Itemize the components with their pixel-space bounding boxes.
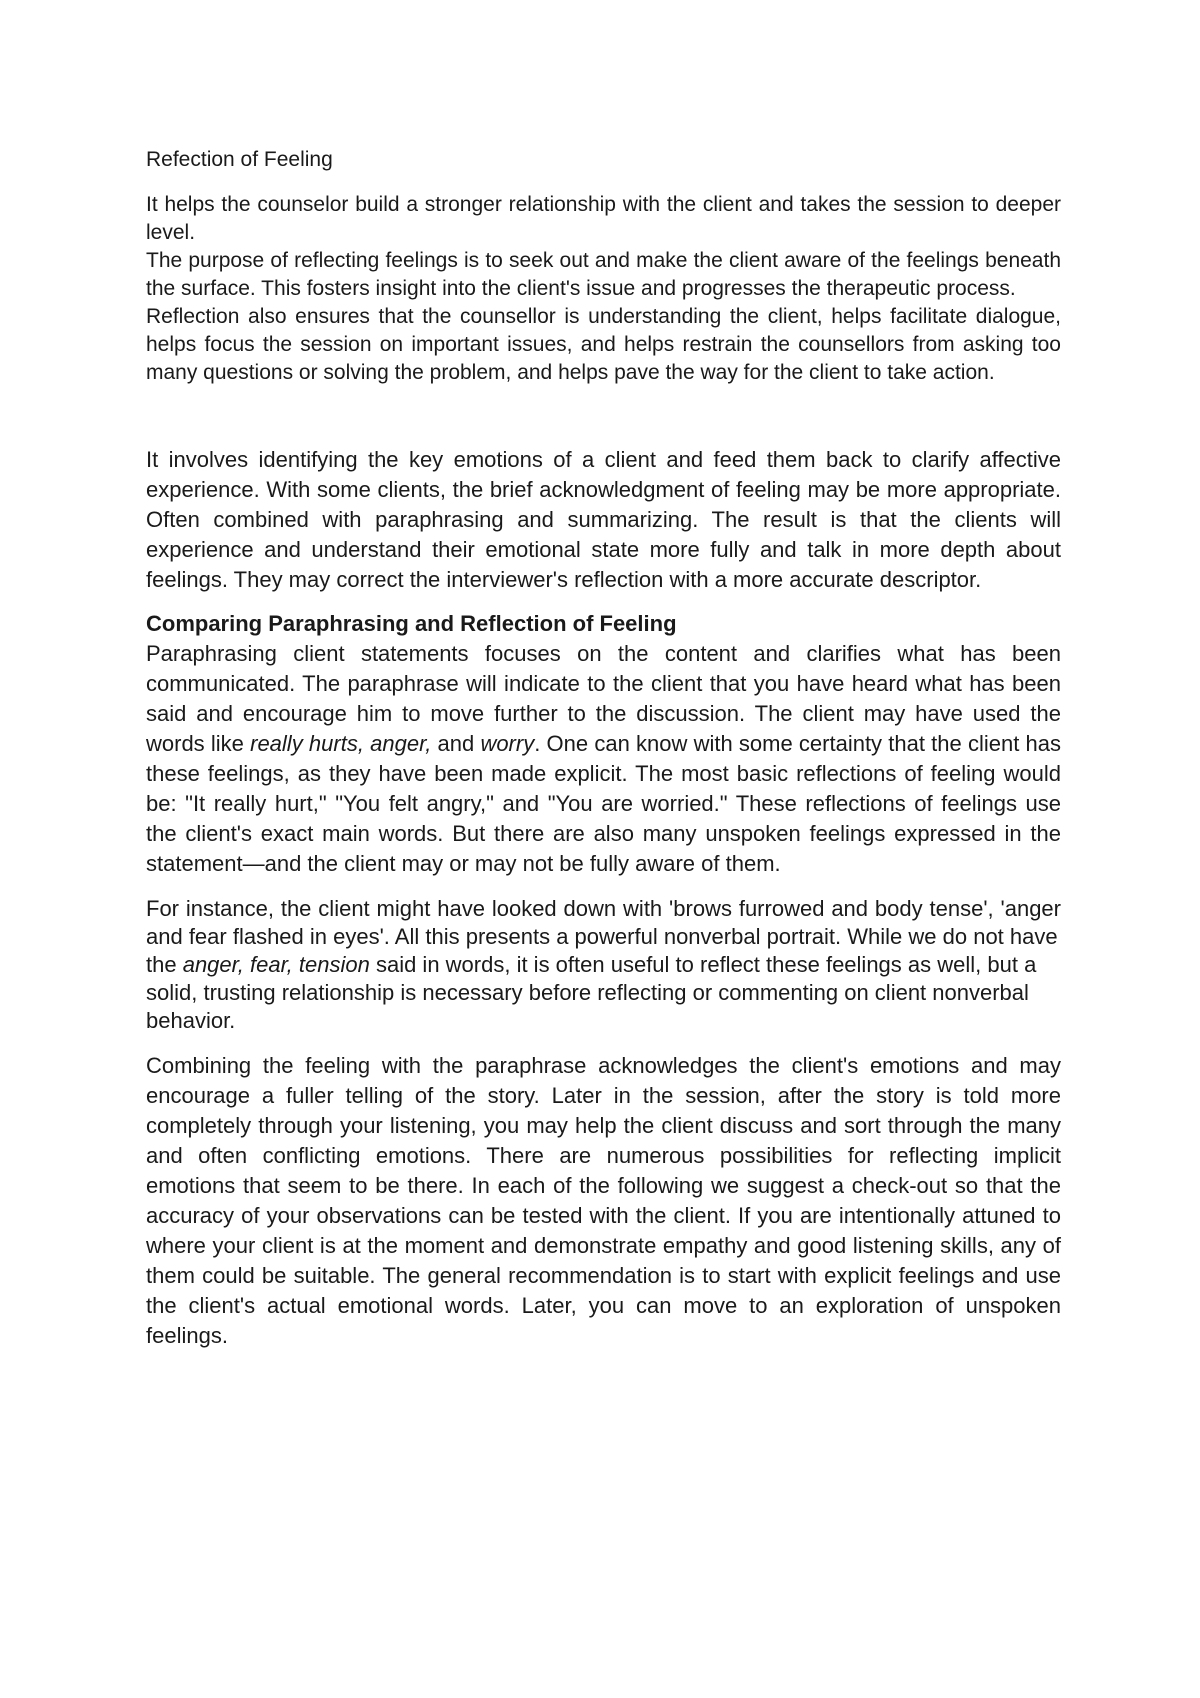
paragraph-purpose-2: The purpose of reflecting feelings is to seek out and make the client aware of the feelings beneath the surface. This fosters insight into the client's issue and progresses the therapeutic process. — [146, 249, 1061, 300]
text-run: and — [431, 731, 481, 756]
document-title: Refection of Feeling — [146, 148, 333, 171]
italic-text: worry — [480, 731, 535, 756]
section-heading: Comparing Paraphrasing and Reflection of Feeling — [146, 611, 677, 636]
text-run: the — [146, 952, 183, 977]
paragraph-comparing — [146, 639, 1061, 879]
instance-line-4: behavior. — [146, 1008, 236, 1033]
blank-gap — [146, 387, 1061, 445]
italic-text: anger, fear, tension — [182, 952, 370, 977]
instance-line-1: For instance, the client might have looked down with 'brows furrowed and body tense', 'anger and fear flashed in eyes'. All this presents a powerful nonverbal portrait. While we do not have — [146, 896, 1061, 949]
text-run: Paraphrasing client statements focuses on the content and clarifies what has been communicated. The paraphrase will indicate to the client that you have heard what has been said and encourage him to move further to the discussion. The client may have used the words like — [146, 641, 1061, 756]
document-page — [146, 146, 1061, 1351]
paragraph-purpose-3: Reflection also ensures that the counsellor is understanding the client, helps facilitate dialogue, helps focus the session on important issues, and helps restrain the counsellors from asking too many questions or solving the problem, and helps pave the way for the client to take action. — [146, 305, 1061, 384]
instance-line-3: solid, trusting relationship is necessary before reflecting or commenting on client nonverbal — [146, 980, 1029, 1005]
instance-line-2 — [146, 951, 1061, 979]
paragraph-combining: Combining the feeling with the paraphrase acknowledges the client's emotions and may encourage a fuller telling of the story. Later in the session, after the story is told more completely through your listening, you may help the client discuss and sort through the many and often conflicting emotions. There are numerous possibilities for reflecting implicit emotions that seem to be there. In each of the following we suggest a check-out so that the accuracy of your observations can be tested with the client. If you are intentionally attuned to where your client is at the moment and demonstrate empathy and good listening skills, any of them could be suitable. The general recommendation is to start with explicit feelings and use the client's actual emotional words. Later, you can move to an exploration of unspoken feelings. — [146, 1053, 1061, 1348]
paragraph-identifying-emotions: It involves identifying the key emotions of a client and feed them back to clarify affective experience. With some clients, the brief acknowledgment of feeling may be more appropriate. Often combined with paraphrasing and summarizing. The result is that the clients will experience and understand their emotional state more fully and talk in more depth about feelings. They may correct the interviewer's reflection with a more accurate descriptor. — [146, 447, 1061, 592]
text-run: said in words, it is often useful to reflect these feelings as well, but a — [369, 952, 1037, 977]
paragraph-instance — [146, 895, 1061, 1035]
italic-text: really hurts, anger, — [250, 731, 432, 756]
text-run: . One can know with some certainty that the client has these feelings, as they have been made explicit. The most basic reflections of feeling would be: "It really hurt," "You felt angry," and "You are worried." These reflections of feelings use the client's exact main words. But there are also many unspoken feelings expressed in the statement—and the client may or may not be fully aware of them. — [146, 731, 1062, 876]
paragraph-purpose-1: It helps the counselor build a stronger relationship with the client and takes the session to deeper level. — [146, 193, 1061, 244]
